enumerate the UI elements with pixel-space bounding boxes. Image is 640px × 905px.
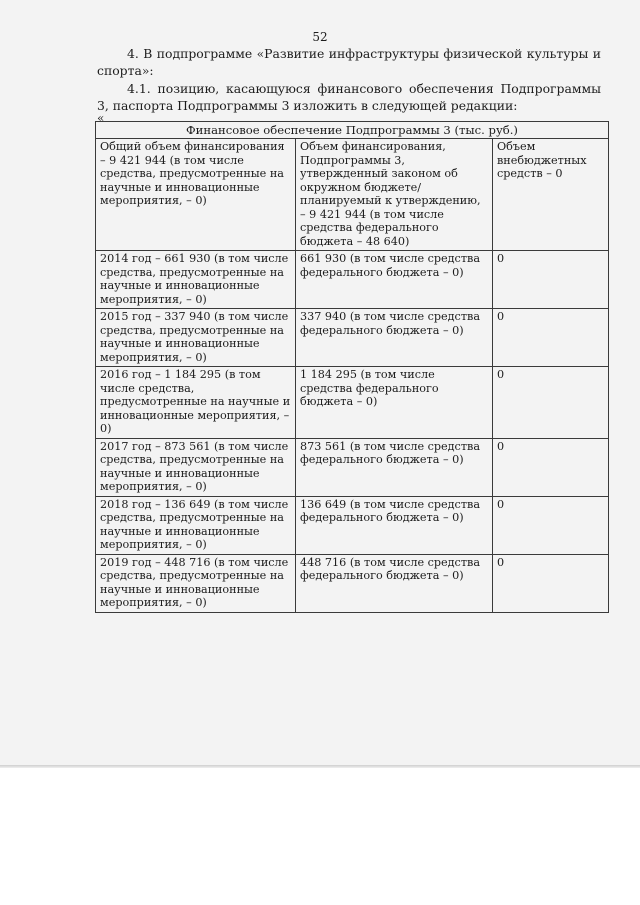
opening-quote: « bbox=[97, 111, 105, 125]
table-cell: 2015 год – 337 940 (в том числе средства, предусмотренные на научные и инновационные мероприятия, – 0) bbox=[96, 309, 296, 367]
table-cell: 873 561 (в том числе средства федерального бюджета – 0) bbox=[296, 438, 493, 496]
table-cell: 0 bbox=[493, 251, 609, 309]
table-cell: 2019 год – 448 716 (в том числе средства, предусмотренные на научные и инновационные мероприятия, – 0) bbox=[96, 554, 296, 612]
table-cell: 2014 год – 661 930 (в том числе средства, предусмотренные на научные и инновационные мероприятия, – 0) bbox=[96, 251, 296, 309]
paragraph-subprogram: 4. В подпрограмме «Развитие инфраструктуры физической культуры и спорта»: bbox=[97, 46, 601, 78]
table-cell: 0 bbox=[493, 367, 609, 439]
table-row bbox=[96, 496, 609, 554]
paragraph-position: 4.1. позицию, касающуюся финансового обеспечения Подпрограммы 3, паспорта Подпрограммы 3 изложить в следующей редакции: bbox=[97, 81, 601, 113]
table-cell: 0 bbox=[493, 554, 609, 612]
table-cell: 0 bbox=[493, 438, 609, 496]
table-cell: 1 184 295 (в том числе средства федерального бюджета – 0) bbox=[296, 367, 493, 439]
header-total-financing: Общий объем финансирования – 9 421 944 (в том числе средства, предусмотренные на научные и инновационные мероприятия, – 0) bbox=[96, 139, 296, 251]
header-extrabudgetary: Объем внебюджетных средств – 0 bbox=[493, 139, 609, 251]
table-row bbox=[96, 367, 609, 439]
table-row bbox=[96, 251, 609, 309]
financing-table bbox=[95, 121, 609, 613]
table-row bbox=[96, 309, 609, 367]
table-cell: 661 930 (в том числе средства федерального бюджета – 0) bbox=[296, 251, 493, 309]
table-cell: 0 bbox=[493, 496, 609, 554]
table-caption-row bbox=[96, 122, 609, 139]
table-cell: 337 940 (в том числе средства федерального бюджета – 0) bbox=[296, 309, 493, 367]
table-row bbox=[96, 438, 609, 496]
table-cell: 0 bbox=[493, 309, 609, 367]
table-caption: Финансовое обеспечение Подпрограммы 3 (тыс. руб.) bbox=[96, 122, 609, 139]
table-cell: 136 649 (в том числе средства федерального бюджета – 0) bbox=[296, 496, 493, 554]
table-cell: 2017 год – 873 561 (в том числе средства, предусмотренные на научные и инновационные мероприятия, – 0) bbox=[96, 438, 296, 496]
table-cell: 2018 год – 136 649 (в том числе средства, предусмотренные на научные и инновационные мероприятия, – 0) bbox=[96, 496, 296, 554]
table-cell: 2016 год – 1 184 295 (в том числе средства, предусмотренные на научные и инновационные мероприятия, – 0) bbox=[96, 367, 296, 439]
table-header-row bbox=[96, 139, 609, 251]
header-budget-financing: Объем финансирования, Подпрограммы 3, утвержденный законом об окружном бюджете/планируемый к утверждению, – 9 421 944 (в том числе средства федерального бюджета – 48 640) bbox=[296, 139, 493, 251]
table-row bbox=[96, 554, 609, 612]
table-cell: 448 716 (в том числе средства федерального бюджета – 0) bbox=[296, 554, 493, 612]
page-number: 52 bbox=[312, 30, 328, 44]
